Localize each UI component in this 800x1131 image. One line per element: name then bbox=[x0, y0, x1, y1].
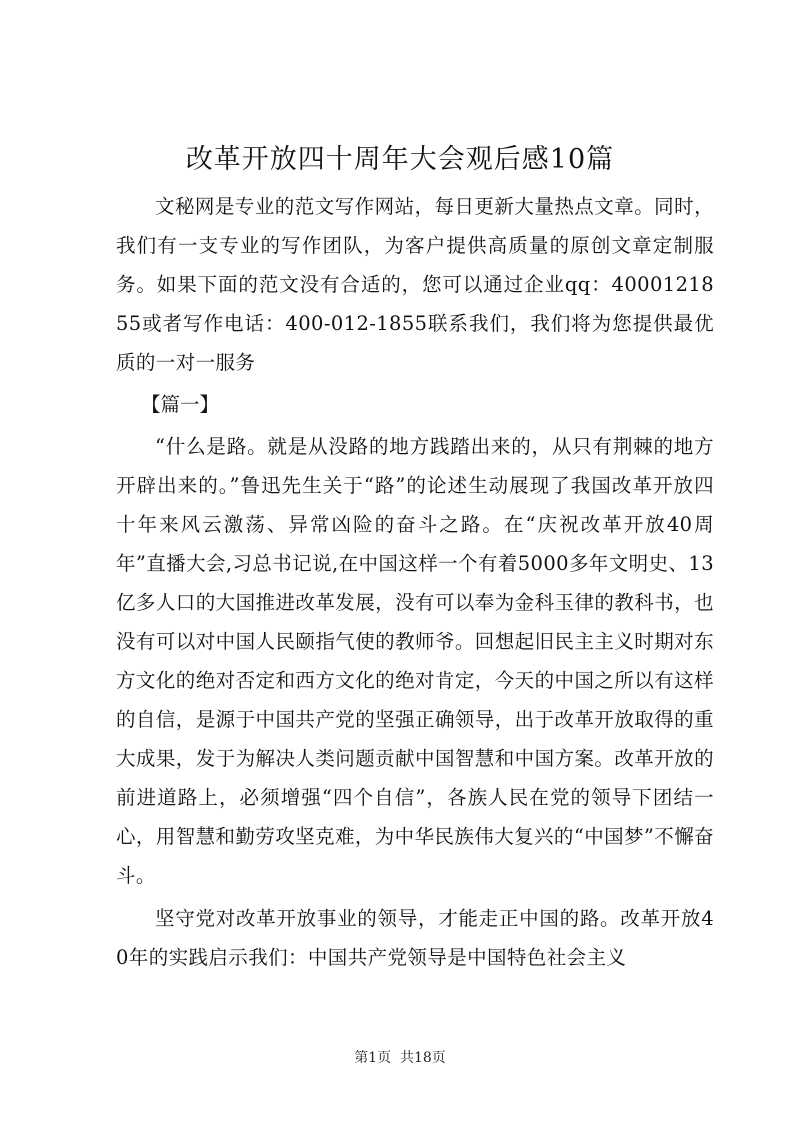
body-paragraph-1: “什么是路。就是从没路的地方践踏出来的，从只有荆棘的地方开辟出来的。”鲁迅先生关于“路”的论述生动展现了我国改革开放四十年来风云激荡、异常凶险的奋斗之路。在“庆祝改革开放40周年”直播大会,习总书记说,在中国这样一个有着5000多年文明史、13亿多人口的大国推进改革发展，没有可以奉为金科玉律的教科书，也没有可以对中国人民颐指气使的教师爷。回想起旧民主主义时期对东方文化的绝对否定和西方文化的绝对肯定，今天的中国之所以有这样的自信，是源于中国共产党的坚强正确领导，出于改革开放取得的重大成果，发于为解决人类问题贡献中国智慧和中国方案。改革开放的前进道路上，必须增强“四个自信”，各族人民在党的领导下团结一心，用智慧和勤劳攻坚克难，为中华民族伟大复兴的“中国梦”不懈奋斗。 bbox=[116, 435, 714, 887]
document-body bbox=[116, 187, 714, 977]
page-number-label: 第1页 共18页 bbox=[354, 1050, 446, 1066]
intro-paragraph: 文秘网是专业的范文写作网站，每日更新大量热点文章。同时，我们有一支专业的写作团队，为客户提供高质量的原创文章定制服务。如果下面的范文没有合适的，您可以通过企业qq：4000121855或者写作电话：400-012-1855联系我们，我们将为您提供最优质的一对一服务 bbox=[116, 195, 714, 374]
document-title: 改革开放四十周年大会观后感10篇 bbox=[185, 144, 615, 175]
body-paragraph-2: 坚守党对改革开放事业的领导，才能走正中国的路。改革开放40年的实践启示我们：中国共产党领导是中国特色社会主义 bbox=[116, 907, 714, 969]
section-heading: 【篇一】 bbox=[141, 393, 220, 416]
page-footer bbox=[0, 1048, 800, 1068]
